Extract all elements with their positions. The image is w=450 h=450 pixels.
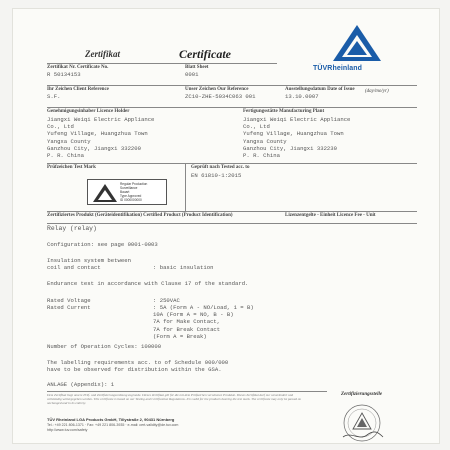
tested-acc-value: EN 61810-1:2015	[191, 172, 242, 179]
divider	[47, 163, 417, 164]
regulations-text: Dem Zertifikat liegt unsere Prüf- und Zertifizierungsordnung zugrunde. Dieses Zertifikat gilt für die mit dem Prüfzeichen versehenen Produkte. Dieses Zertifikat darf nur unverändert und vollständig weitergegeben werden. This certificate is based on our Testing and Certification Regulations. It is valid for the products bearing the test mark. The certificate may only be passed on unchanged and in its entirety.	[47, 393, 302, 406]
licence-fee-label: Lizenzentgelte - Einheit Licence Fee - Unit	[285, 213, 376, 218]
certification-body-label: Zertifizierungsstelle	[341, 392, 383, 397]
cert-no-label: Zertifikat Nr. Certificate No.	[47, 65, 109, 70]
labelling-text: The labelling requirements acc. to of Schedule 000/000 have to be observed for distribution within the GSA.	[47, 359, 229, 374]
insulation-right: : basic insulation	[153, 264, 214, 271]
rated-voltage-label: Rated Voltage	[47, 297, 91, 304]
divider	[47, 223, 417, 224]
client-ref-label: Ihr Zeichen Client Reference	[47, 87, 109, 92]
certificate-page	[12, 8, 440, 444]
divider	[47, 85, 417, 86]
insulation-left: coil and contact	[47, 264, 101, 271]
tested-acc-label: Geprüft nach Tested acc. to	[191, 165, 250, 170]
divider	[47, 63, 277, 64]
sheet-value: 0001	[185, 71, 199, 78]
issue-date-label: Ausstellungsdatum Date of Issue	[285, 87, 355, 92]
licence-holder-address: Jiangxi Weiqi Electric Appliance Co., Ltd Yufeng Village, Huangzhua Town Yangxa County Ganzhou City, Jiangxi 332200 P. R. China	[47, 116, 155, 160]
our-ref-label: Unser Zeichen Our Reference	[185, 87, 249, 92]
test-mark-label: Prüfzeichen Test Mark	[47, 165, 96, 170]
divider	[47, 211, 417, 212]
test-mark-badge: Regular Production Surveillance Bauart Type Approved ID 0000000000	[87, 179, 167, 205]
model-line: Configuration: see page 0001-0003	[47, 241, 158, 248]
header-title: Zertifikat	[85, 49, 120, 59]
endurance-text: Endurance test in accordance with Clause 17 of the standard.	[47, 280, 249, 287]
tuv-logo-icon	[331, 23, 383, 63]
certification-seal-icon	[337, 397, 387, 447]
rated-current-value: : 5A (Form A - NO/Load, 1 = B) 10A (Form A = NO, B - B) 7A for Make Contact, 7A for Break Contact (Form A = Break)	[153, 304, 254, 340]
insulation-title: Insulation system between	[47, 257, 131, 264]
manufacturing-plant-label: Fertigungsstätte Manufacturing Plant	[243, 109, 325, 114]
manufacturing-plant-address: Jiangxi Weiqi Electric Appliance Co., Ltd Yufeng Village, Huangzhua Town Yangxa County Ganzhou City, Jiangxi 332230 P. R. China	[243, 116, 351, 160]
divider	[47, 107, 417, 108]
product-name: Relay (relay)	[47, 225, 97, 232]
client-ref-value: S.F.	[47, 93, 61, 100]
licence-holder-label: Genehmigungsinhaber Licence Holder	[47, 109, 130, 114]
tuv-mark-icon	[92, 183, 118, 203]
operations-line: Number of Operation Cycles: 100000	[47, 343, 162, 350]
cert-no-value: R 50134153	[47, 71, 81, 78]
certified-product-label: Zertifiziertes Produkt (Geräteidentifikation) Certified Product (Product Identification)	[47, 213, 233, 218]
footer-company: TÜV Rheinland LGA Products GmbH, Tillystraße 2, 90431 Nürnberg	[47, 417, 175, 422]
divider	[47, 391, 327, 392]
tuv-logo-text: TÜVRheinland	[313, 65, 363, 72]
rated-current-label: Rated Current	[47, 304, 91, 311]
footer: TÜV Rheinland LGA Products GmbH, Tillystraße 2, 90431 Nürnberg Tel.: +49 221 806-1371 · Fax: +49 221 806-3935 · e-mail: cert-validity@de.tuv.com http://www.tuv.com/safety	[47, 417, 179, 432]
divider	[185, 163, 186, 211]
rated-voltage-value: : 250VAC	[153, 297, 180, 304]
header-subtitle: Certificate	[179, 47, 231, 61]
issue-date-value: 13.10.0007	[285, 93, 319, 100]
our-ref-value: ZC10-ZHE-5034C063 001	[185, 93, 256, 100]
date-format-label: (day/mo/yr)	[365, 89, 389, 94]
appendix-line: ANLAGE (Appendix): 1	[47, 381, 115, 388]
sheet-label: Blatt Sheet	[185, 65, 209, 70]
